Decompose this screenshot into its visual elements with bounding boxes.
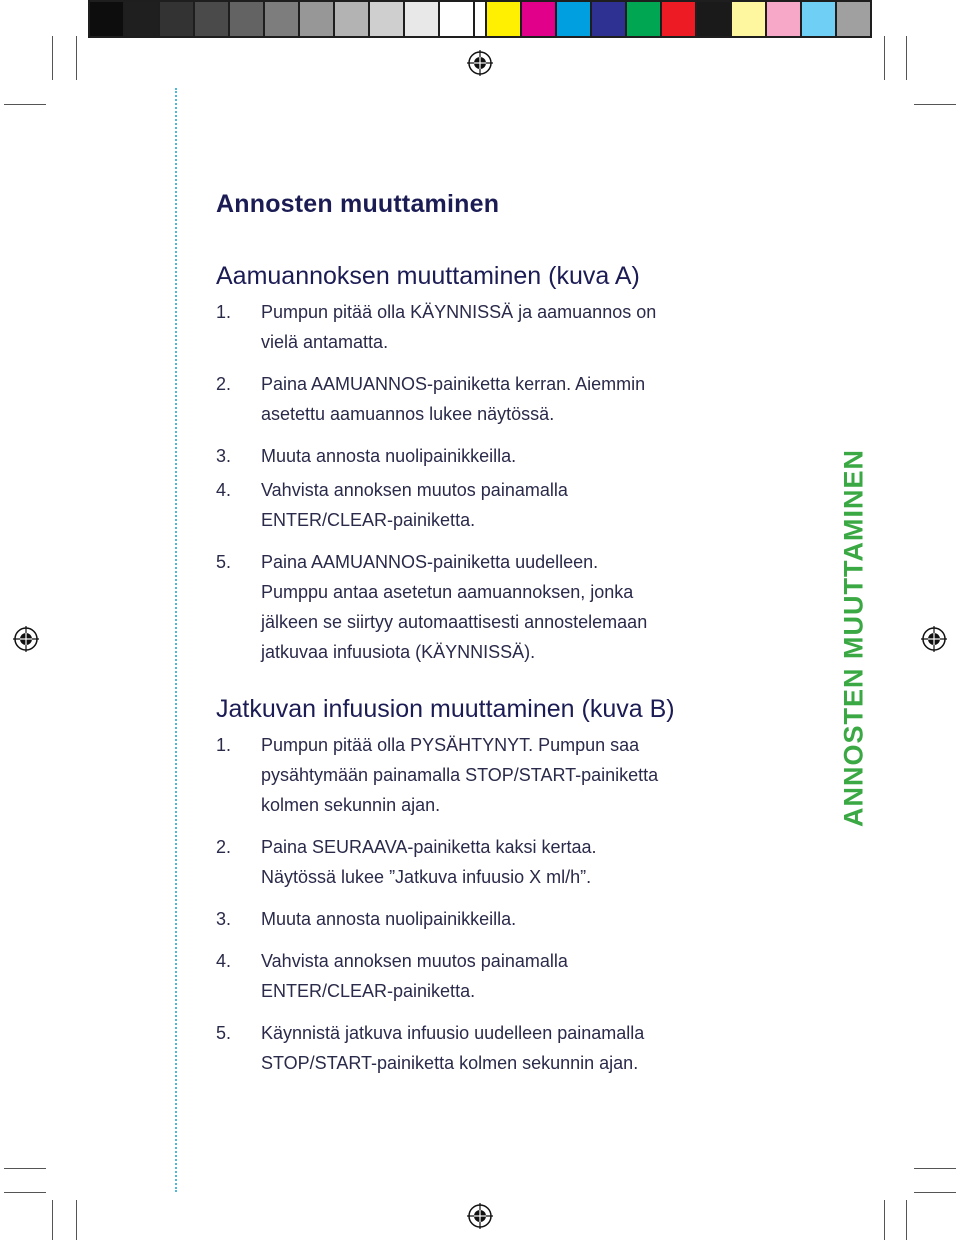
list-item xyxy=(216,369,816,429)
color-swatch xyxy=(557,2,590,36)
crop-mark-bottom-left-h2 xyxy=(4,1192,46,1193)
list-item xyxy=(216,297,816,357)
color-calibration-bar xyxy=(88,0,872,38)
list-item xyxy=(216,547,816,667)
crop-mark-top-right-v2 xyxy=(906,36,907,80)
step-number: 1. xyxy=(216,302,232,322)
crop-mark-bottom-right-v xyxy=(884,1200,885,1240)
crop-mark-bottom-right-v2 xyxy=(906,1200,907,1240)
step-text-line: jatkuvaa infuusiota (KÄYNNISSÄ). xyxy=(261,642,536,662)
crop-mark-top-left-v xyxy=(76,36,77,80)
step-number: 3. xyxy=(216,446,232,466)
color-swatch xyxy=(767,2,800,36)
step-text-line: Vahvista annoksen muutos painamalla xyxy=(261,951,568,971)
step-text-line: Käynnistä jatkuva infuusio uudelleen painamalla xyxy=(261,1023,645,1043)
list-item xyxy=(216,1018,816,1078)
step-text-line: ENTER/CLEAR-painiketta. xyxy=(261,981,476,1001)
registration-mark-icon xyxy=(13,626,39,652)
step-text-line: Pumpun pitää olla PYSÄHTYNYT. Pumpun saa xyxy=(261,735,640,755)
step-text-line: Vahvista annoksen muutos painamalla xyxy=(261,480,568,500)
step-text-line: pysähtymään painamalla STOP/START-painiketta xyxy=(261,765,659,785)
swatch-gap xyxy=(475,2,485,36)
registration-mark-icon xyxy=(921,626,947,652)
list-item xyxy=(216,946,816,1006)
color-swatch xyxy=(522,2,555,36)
gray-swatch xyxy=(370,2,403,36)
step-number: 4. xyxy=(216,480,232,500)
step-text-line: STOP/START-painiketta kolmen sekunnin ajan. xyxy=(261,1053,639,1073)
continuous-infusion-steps xyxy=(216,730,816,1078)
dotted-trim-line xyxy=(175,88,177,1192)
crop-mark-bottom-left-v2 xyxy=(76,1200,77,1240)
step-text-line: asetettu aamuannos lukee näytössä. xyxy=(261,404,555,424)
color-swatch xyxy=(627,2,660,36)
step-number: 5. xyxy=(216,1023,232,1043)
gray-swatch xyxy=(90,2,123,36)
color-swatch xyxy=(802,2,835,36)
step-text-line: vielä antamatta. xyxy=(261,332,389,352)
gray-swatch xyxy=(230,2,263,36)
morning-dose-steps xyxy=(216,297,816,667)
gray-swatch xyxy=(300,2,333,36)
list-item xyxy=(216,441,816,471)
step-text-line: jälkeen se siirtyy automaattisesti annostelemaan xyxy=(261,612,648,632)
step-text-line: Näytössä lukee ”Jatkuva infuusio X ml/h”. xyxy=(261,867,592,887)
crop-mark-bottom-right-h xyxy=(914,1168,956,1169)
step-number: 2. xyxy=(216,374,232,394)
grayscale-swatches xyxy=(90,2,473,36)
color-swatch xyxy=(487,2,520,36)
side-title-text: ANNOSTEN MUUTTAMINEN xyxy=(838,448,869,827)
crop-mark-bottom-left-h xyxy=(4,1168,46,1169)
step-number: 5. xyxy=(216,552,232,572)
step-text-line: kolmen sekunnin ajan. xyxy=(261,795,441,815)
crop-mark-top-left-h2 xyxy=(4,78,46,79)
crop-mark-bottom-right-h2 xyxy=(914,1192,956,1193)
gray-swatch xyxy=(335,2,368,36)
list-item xyxy=(216,832,816,892)
step-text-line: ENTER/CLEAR-painiketta. xyxy=(261,510,476,530)
step-text-line: Paina AAMUANNOS-painiketta uudelleen. xyxy=(261,552,599,572)
step-number: 4. xyxy=(216,951,232,971)
color-swatch xyxy=(837,2,870,36)
color-swatch xyxy=(592,2,625,36)
gray-swatch xyxy=(440,2,473,36)
step-number: 3. xyxy=(216,909,232,929)
gray-swatch xyxy=(265,2,298,36)
crop-mark-top-right-v xyxy=(884,36,885,80)
page-title: Annosten muuttaminen xyxy=(216,190,500,218)
step-number: 1. xyxy=(216,735,232,755)
step-text-line: Paina SEURAAVA-painiketta kaksi kertaa. xyxy=(261,837,597,857)
step-number: 2. xyxy=(216,837,232,857)
list-item xyxy=(216,904,816,934)
step-text-line: Pumppu antaa asetetun aamuannoksen, jonka xyxy=(261,582,634,602)
color-swatch xyxy=(732,2,765,36)
gray-swatch xyxy=(195,2,228,36)
step-text-line: Pumpun pitää olla KÄYNNISSÄ ja aamuannos on xyxy=(261,302,657,322)
gray-swatch xyxy=(160,2,193,36)
registration-mark-icon xyxy=(467,50,493,76)
list-item xyxy=(216,730,816,820)
page-content xyxy=(216,190,816,1078)
step-text-line: Paina AAMUANNOS-painiketta kerran. Aiemmin xyxy=(261,374,646,394)
section-heading-continuous-infusion: Jatkuvan infuusion muuttaminen (kuva B) xyxy=(216,695,675,723)
crop-mark-bottom-left-v xyxy=(52,1200,53,1240)
crop-mark-top-left-v2 xyxy=(52,36,53,80)
color-swatch xyxy=(697,2,730,36)
step-text-line: Muuta annosta nuolipainikkeilla. xyxy=(261,446,517,466)
step-text-line: Muuta annosta nuolipainikkeilla. xyxy=(261,909,517,929)
color-swatches xyxy=(487,2,870,36)
gray-swatch xyxy=(125,2,158,36)
crop-mark-top-left-h xyxy=(4,104,46,105)
gray-swatch xyxy=(405,2,438,36)
list-item xyxy=(216,475,816,535)
section-heading-morning-dose: Aamuannoksen muuttaminen (kuva A) xyxy=(216,262,640,290)
registration-mark-icon xyxy=(467,1203,493,1229)
crop-mark-top-right-h xyxy=(914,104,956,105)
side-title-vertical xyxy=(838,440,870,835)
color-swatch xyxy=(662,2,695,36)
